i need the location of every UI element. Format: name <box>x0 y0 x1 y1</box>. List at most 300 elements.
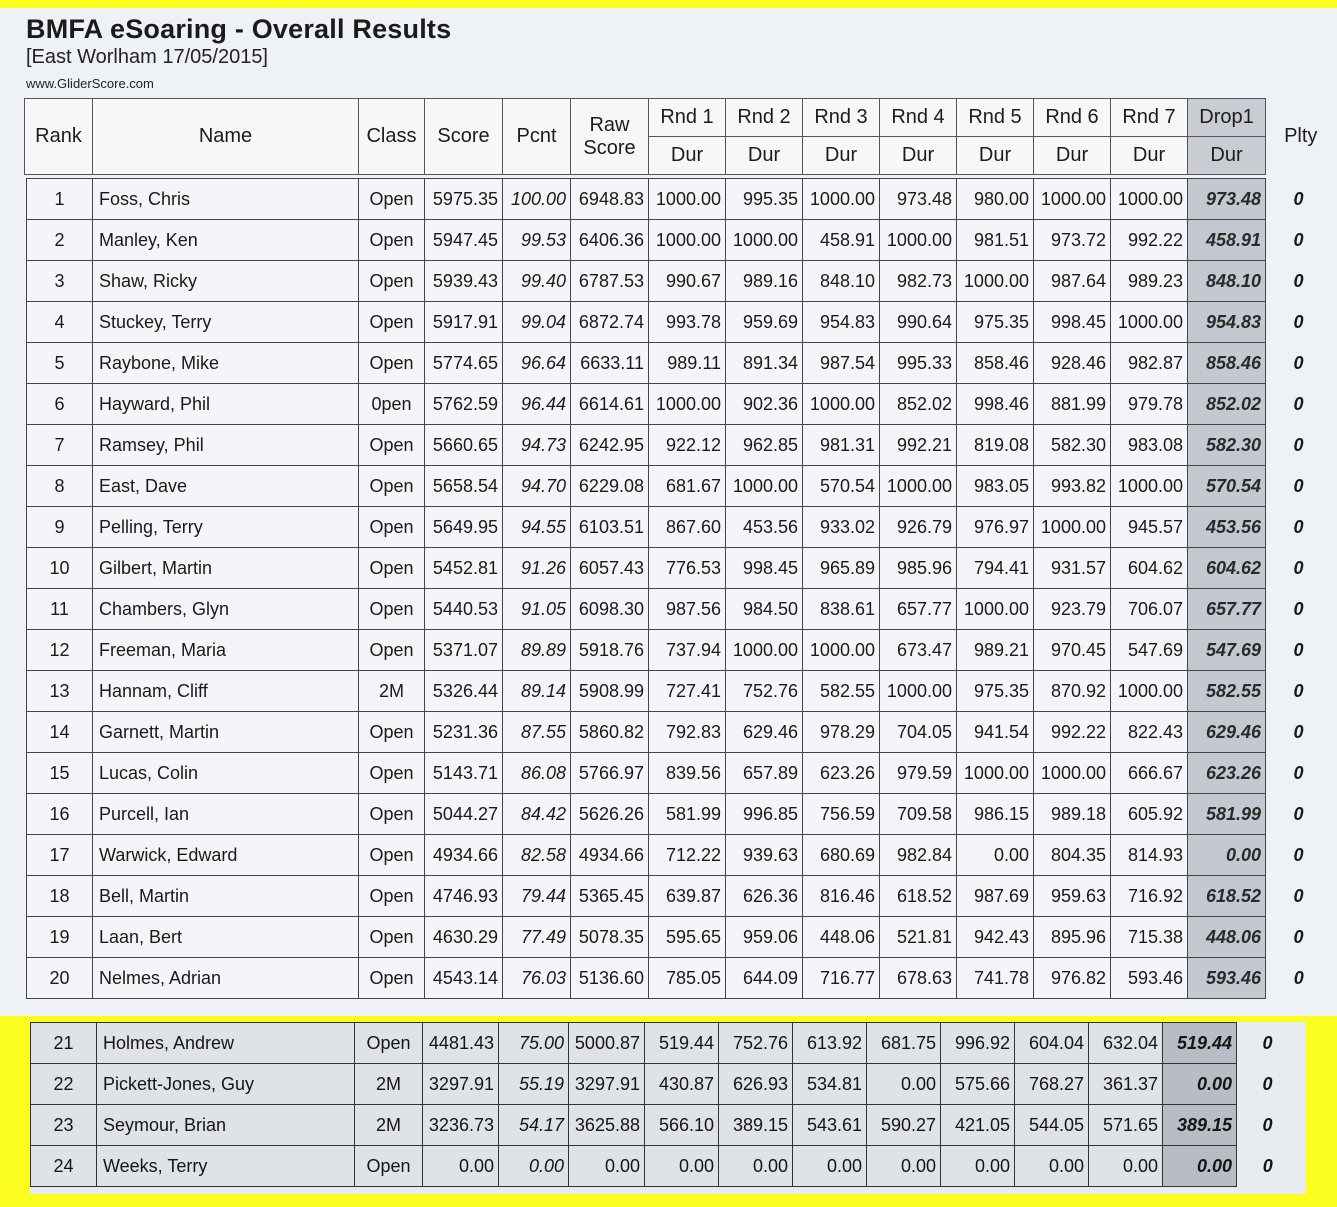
name-cell: Weeks, Terry <box>97 1146 355 1187</box>
round-7-cell: 1000.00 <box>1111 179 1188 220</box>
plty-cell: 0 <box>1262 1032 1273 1053</box>
class-cell: Open <box>359 179 425 220</box>
plty-cell: 0 <box>1293 721 1304 742</box>
results-table <box>26 178 1336 999</box>
round-4-cell: 852.02 <box>880 384 957 425</box>
round-7-cell: 0.00 <box>1089 1146 1163 1187</box>
pcnt-cell: 100.00 <box>503 179 571 220</box>
rank-cell: 13 <box>27 671 93 712</box>
rank-cell: 1 <box>27 179 93 220</box>
drop1-cell: 657.77 <box>1188 589 1266 630</box>
pcnt-cell: 99.04 <box>503 302 571 343</box>
round-4-cell: 985.96 <box>880 548 957 589</box>
pcnt-cell: 89.89 <box>503 630 571 671</box>
raw-score-cell: 6242.95 <box>571 425 649 466</box>
plty-cell: 0 <box>1293 803 1304 824</box>
round-1-cell: 581.99 <box>649 794 726 835</box>
round-2-cell: 998.45 <box>726 548 803 589</box>
header-dur: Dur <box>726 137 803 175</box>
round-7-cell: 715.38 <box>1111 917 1188 958</box>
table-row <box>31 1105 1303 1146</box>
pcnt-cell: 86.08 <box>503 753 571 794</box>
rank-cell: 14 <box>27 712 93 753</box>
round-6-cell: 544.05 <box>1015 1105 1089 1146</box>
rank-cell: 3 <box>27 261 93 302</box>
round-7-cell: 632.04 <box>1089 1023 1163 1064</box>
table-row <box>31 1023 1303 1064</box>
round-5-cell: 989.21 <box>957 630 1034 671</box>
round-3-cell: 570.54 <box>803 466 880 507</box>
class-cell: Open <box>359 261 425 302</box>
round-4-cell: 0.00 <box>867 1064 941 1105</box>
name-cell: Chambers, Glyn <box>93 589 359 630</box>
round-6-cell: 1000.00 <box>1034 507 1111 548</box>
table-row <box>27 589 1336 630</box>
score-cell: 4934.66 <box>425 835 503 876</box>
round-6-cell: 804.35 <box>1034 835 1111 876</box>
header-dur: Dur <box>803 137 880 175</box>
pcnt-cell: 75.00 <box>499 1023 569 1064</box>
round-5-cell: 986.15 <box>957 794 1034 835</box>
name-cell: Freeman, Maria <box>93 630 359 671</box>
round-3-cell: 680.69 <box>803 835 880 876</box>
round-5-cell: 0.00 <box>941 1146 1015 1187</box>
pcnt-cell: 76.03 <box>503 958 571 999</box>
page-title: BMFA eSoaring - Overall Results <box>26 14 452 44</box>
round-2-cell: 0.00 <box>719 1146 793 1187</box>
name-cell: Stuckey, Terry <box>93 302 359 343</box>
rank-cell: 16 <box>27 794 93 835</box>
plty-cell: 0 <box>1293 844 1304 865</box>
table-row <box>27 179 1336 220</box>
drop1-cell: 547.69 <box>1188 630 1266 671</box>
results-header <box>24 98 1336 175</box>
round-4-cell: 982.73 <box>880 261 957 302</box>
round-2-cell: 1000.00 <box>726 466 803 507</box>
round-7-cell: 983.08 <box>1111 425 1188 466</box>
round-1-cell: 712.22 <box>649 835 726 876</box>
class-cell: Open <box>359 630 425 671</box>
round-6-cell: 604.04 <box>1015 1023 1089 1064</box>
round-5-cell: 819.08 <box>957 425 1034 466</box>
name-cell: Seymour, Brian <box>97 1105 355 1146</box>
class-cell: Open <box>359 343 425 384</box>
round-5-cell: 0.00 <box>957 835 1034 876</box>
drop1-cell: 389.15 <box>1163 1105 1237 1146</box>
round-6-cell: 881.99 <box>1034 384 1111 425</box>
class-cell: Open <box>355 1146 423 1187</box>
raw-score-cell: 5078.35 <box>571 917 649 958</box>
score-cell: 5326.44 <box>425 671 503 712</box>
name-cell: Warwick, Edward <box>93 835 359 876</box>
table-row <box>27 302 1336 343</box>
header-round-2: Rnd 2 <box>726 99 803 137</box>
pcnt-cell: 91.26 <box>503 548 571 589</box>
header-raw-score <box>571 99 649 175</box>
class-cell: Open <box>359 958 425 999</box>
header-dur: Dur <box>1034 137 1111 175</box>
round-7-cell: 605.92 <box>1111 794 1188 835</box>
round-4-cell: 1000.00 <box>880 220 957 261</box>
round-7-cell: 706.07 <box>1111 589 1188 630</box>
raw-score-cell: 6057.43 <box>571 548 649 589</box>
round-3-cell: 965.89 <box>803 548 880 589</box>
round-3-cell: 756.59 <box>803 794 880 835</box>
score-cell: 0.00 <box>423 1146 499 1187</box>
table-row <box>31 1146 1303 1187</box>
table-row <box>31 1064 1303 1105</box>
round-5-cell: 421.05 <box>941 1105 1015 1146</box>
drop1-cell: 448.06 <box>1188 917 1266 958</box>
round-4-cell: 982.84 <box>880 835 957 876</box>
pcnt-cell: 96.64 <box>503 343 571 384</box>
round-4-cell: 1000.00 <box>880 466 957 507</box>
rank-cell: 23 <box>31 1105 97 1146</box>
rank-cell: 2 <box>27 220 93 261</box>
name-cell: Pickett-Jones, Guy <box>97 1064 355 1105</box>
round-2-cell: 996.85 <box>726 794 803 835</box>
round-2-cell: 389.15 <box>719 1105 793 1146</box>
round-3-cell: 1000.00 <box>803 384 880 425</box>
pcnt-cell: 77.49 <box>503 917 571 958</box>
round-1-cell: 993.78 <box>649 302 726 343</box>
round-6-cell: 993.82 <box>1034 466 1111 507</box>
pcnt-cell: 89.14 <box>503 671 571 712</box>
round-7-cell: 571.65 <box>1089 1105 1163 1146</box>
class-cell: Open <box>359 548 425 589</box>
pcnt-cell: 96.44 <box>503 384 571 425</box>
plty-cell: 0 <box>1293 393 1304 414</box>
drop1-cell: 0.00 <box>1188 835 1266 876</box>
round-3-cell: 0.00 <box>793 1146 867 1187</box>
plty-cell: 0 <box>1262 1073 1273 1094</box>
pcnt-cell: 94.55 <box>503 507 571 548</box>
rank-cell: 5 <box>27 343 93 384</box>
round-4-cell: 926.79 <box>880 507 957 548</box>
round-4-cell: 521.81 <box>880 917 957 958</box>
class-cell: 2M <box>355 1105 423 1146</box>
raw-score-cell: 6229.08 <box>571 466 649 507</box>
rank-cell: 19 <box>27 917 93 958</box>
table-row <box>27 425 1336 466</box>
table-row <box>27 220 1336 261</box>
round-1-cell: 1000.00 <box>649 179 726 220</box>
drop1-cell: 458.91 <box>1188 220 1266 261</box>
pcnt-cell: 94.70 <box>503 466 571 507</box>
round-2-cell: 657.89 <box>726 753 803 794</box>
raw-score-cell: 6098.30 <box>571 589 649 630</box>
round-2-cell: 752.76 <box>719 1023 793 1064</box>
round-6-cell: 973.72 <box>1034 220 1111 261</box>
plty-cell: 0 <box>1293 434 1304 455</box>
table-row <box>27 630 1336 671</box>
header-round-7: Rnd 7 <box>1111 99 1188 137</box>
round-7-cell: 1000.00 <box>1111 671 1188 712</box>
drop1-cell: 852.02 <box>1188 384 1266 425</box>
round-7-cell: 1000.00 <box>1111 302 1188 343</box>
table-row <box>27 794 1336 835</box>
round-6-cell: 959.63 <box>1034 876 1111 917</box>
round-5-cell: 976.97 <box>957 507 1034 548</box>
raw-score-cell: 4934.66 <box>571 835 649 876</box>
round-3-cell: 1000.00 <box>803 179 880 220</box>
score-cell: 5917.91 <box>425 302 503 343</box>
header-dur: Dur <box>1111 137 1188 175</box>
raw-score-cell: 0.00 <box>569 1146 645 1187</box>
round-4-cell: 673.47 <box>880 630 957 671</box>
plty-cell: 0 <box>1293 762 1304 783</box>
round-4-cell: 973.48 <box>880 179 957 220</box>
header-dur: Dur <box>1188 137 1266 175</box>
rank-cell: 22 <box>31 1064 97 1105</box>
header-dur: Dur <box>649 137 726 175</box>
score-cell: 5143.71 <box>425 753 503 794</box>
score-cell: 5660.65 <box>425 425 503 466</box>
round-1-cell: 989.11 <box>649 343 726 384</box>
round-2-cell: 959.69 <box>726 302 803 343</box>
round-2-cell: 626.36 <box>726 876 803 917</box>
round-4-cell: 990.64 <box>880 302 957 343</box>
round-7-cell: 1000.00 <box>1111 466 1188 507</box>
name-cell: Manley, Ken <box>93 220 359 261</box>
plty-cell: 0 <box>1262 1114 1273 1135</box>
name-cell: Foss, Chris <box>93 179 359 220</box>
score-cell: 3297.91 <box>423 1064 499 1105</box>
rank-cell: 11 <box>27 589 93 630</box>
table-row <box>27 958 1336 999</box>
header-drop1: Drop1 <box>1188 99 1266 137</box>
class-cell: Open <box>359 876 425 917</box>
header-raw-line2: Score <box>583 136 636 159</box>
round-1-cell: 727.41 <box>649 671 726 712</box>
table-row <box>27 384 1336 425</box>
table-row <box>27 917 1336 958</box>
round-5-cell: 858.46 <box>957 343 1034 384</box>
class-cell: Open <box>359 712 425 753</box>
round-1-cell: 519.44 <box>645 1023 719 1064</box>
class-cell: Open <box>359 794 425 835</box>
class-cell: 0pen <box>359 384 425 425</box>
round-1-cell: 566.10 <box>645 1105 719 1146</box>
round-5-cell: 996.92 <box>941 1023 1015 1064</box>
score-cell: 5939.43 <box>425 261 503 302</box>
round-4-cell: 992.21 <box>880 425 957 466</box>
rank-cell: 24 <box>31 1146 97 1187</box>
round-7-cell: 814.93 <box>1111 835 1188 876</box>
round-3-cell: 716.77 <box>803 958 880 999</box>
header-pcnt: Pcnt <box>503 99 571 175</box>
results-table-continued <box>30 1022 1303 1187</box>
score-cell: 5452.81 <box>425 548 503 589</box>
round-2-cell: 939.63 <box>726 835 803 876</box>
rank-cell: 17 <box>27 835 93 876</box>
results-sheet-continued <box>30 1022 1306 1194</box>
round-2-cell: 989.16 <box>726 261 803 302</box>
round-6-cell: 582.30 <box>1034 425 1111 466</box>
table-row <box>27 343 1336 384</box>
round-5-cell: 987.69 <box>957 876 1034 917</box>
plty-cell: 0 <box>1293 475 1304 496</box>
plty-cell: 0 <box>1293 270 1304 291</box>
pcnt-cell: 0.00 <box>499 1146 569 1187</box>
name-cell: Lucas, Colin <box>93 753 359 794</box>
round-6-cell: 1000.00 <box>1034 179 1111 220</box>
round-4-cell: 678.63 <box>880 958 957 999</box>
drop1-cell: 604.62 <box>1188 548 1266 589</box>
drop1-cell: 629.46 <box>1188 712 1266 753</box>
pcnt-cell: 79.44 <box>503 876 571 917</box>
round-5-cell: 941.54 <box>957 712 1034 753</box>
round-4-cell: 709.58 <box>880 794 957 835</box>
round-7-cell: 547.69 <box>1111 630 1188 671</box>
score-cell: 4543.14 <box>425 958 503 999</box>
header-round-4: Rnd 4 <box>880 99 957 137</box>
raw-score-cell: 5626.26 <box>571 794 649 835</box>
round-2-cell: 626.93 <box>719 1064 793 1105</box>
raw-score-cell: 5908.99 <box>571 671 649 712</box>
score-cell: 5371.07 <box>425 630 503 671</box>
round-7-cell: 982.87 <box>1111 343 1188 384</box>
round-6-cell: 970.45 <box>1034 630 1111 671</box>
header-plty: Plty <box>1284 125 1318 147</box>
class-cell: Open <box>359 589 425 630</box>
plty-cell: 0 <box>1293 516 1304 537</box>
rank-cell: 12 <box>27 630 93 671</box>
round-7-cell: 945.57 <box>1111 507 1188 548</box>
table-row <box>27 466 1336 507</box>
round-5-cell: 741.78 <box>957 958 1034 999</box>
round-2-cell: 962.85 <box>726 425 803 466</box>
round-3-cell: 981.31 <box>803 425 880 466</box>
header-score: Score <box>425 99 503 175</box>
round-2-cell: 891.34 <box>726 343 803 384</box>
round-2-cell: 959.06 <box>726 917 803 958</box>
rank-cell: 6 <box>27 384 93 425</box>
raw-score-cell: 6406.36 <box>571 220 649 261</box>
round-3-cell: 613.92 <box>793 1023 867 1064</box>
drop1-cell: 618.52 <box>1188 876 1266 917</box>
header-round-5: Rnd 5 <box>957 99 1034 137</box>
name-cell: Shaw, Ricky <box>93 261 359 302</box>
header-class: Class <box>359 99 425 175</box>
header-dur: Dur <box>880 137 957 175</box>
round-6-cell: 923.79 <box>1034 589 1111 630</box>
name-cell: East, Dave <box>93 466 359 507</box>
drop1-cell: 582.30 <box>1188 425 1266 466</box>
class-cell: 2M <box>355 1064 423 1105</box>
round-7-cell: 716.92 <box>1111 876 1188 917</box>
rank-cell: 10 <box>27 548 93 589</box>
round-6-cell: 928.46 <box>1034 343 1111 384</box>
round-1-cell: 776.53 <box>649 548 726 589</box>
drop1-cell: 0.00 <box>1163 1146 1237 1187</box>
header-dur: Dur <box>957 137 1034 175</box>
event-subtitle: [East Worlham 17/05/2015] <box>26 46 268 68</box>
pcnt-cell: 94.73 <box>503 425 571 466</box>
round-7-cell: 604.62 <box>1111 548 1188 589</box>
round-6-cell: 992.22 <box>1034 712 1111 753</box>
raw-score-cell: 5000.87 <box>569 1023 645 1064</box>
score-cell: 5774.65 <box>425 343 503 384</box>
score-cell: 5649.95 <box>425 507 503 548</box>
round-3-cell: 582.55 <box>803 671 880 712</box>
drop1-cell: 581.99 <box>1188 794 1266 835</box>
table-row <box>27 261 1336 302</box>
round-1-cell: 737.94 <box>649 630 726 671</box>
round-4-cell: 979.59 <box>880 753 957 794</box>
drop1-cell: 519.44 <box>1163 1023 1237 1064</box>
round-7-cell: 992.22 <box>1111 220 1188 261</box>
results-sheet <box>0 8 1337 1016</box>
round-3-cell: 954.83 <box>803 302 880 343</box>
class-cell: 2M <box>359 671 425 712</box>
round-5-cell: 975.35 <box>957 671 1034 712</box>
class-cell: Open <box>359 835 425 876</box>
score-cell: 5231.36 <box>425 712 503 753</box>
rank-cell: 15 <box>27 753 93 794</box>
round-6-cell: 989.18 <box>1034 794 1111 835</box>
round-1-cell: 1000.00 <box>649 384 726 425</box>
drop1-cell: 848.10 <box>1188 261 1266 302</box>
plty-cell: 0 <box>1293 188 1304 209</box>
round-3-cell: 534.81 <box>793 1064 867 1105</box>
raw-score-cell: 6948.83 <box>571 179 649 220</box>
raw-score-cell: 6787.53 <box>571 261 649 302</box>
round-5-cell: 980.00 <box>957 179 1034 220</box>
score-cell: 5762.59 <box>425 384 503 425</box>
pcnt-cell: 55.19 <box>499 1064 569 1105</box>
round-6-cell: 768.27 <box>1015 1064 1089 1105</box>
round-2-cell: 752.76 <box>726 671 803 712</box>
drop1-cell: 954.83 <box>1188 302 1266 343</box>
class-cell: Open <box>359 507 425 548</box>
round-1-cell: 0.00 <box>645 1146 719 1187</box>
class-cell: Open <box>359 917 425 958</box>
round-6-cell: 870.92 <box>1034 671 1111 712</box>
drop1-cell: 0.00 <box>1163 1064 1237 1105</box>
round-2-cell: 984.50 <box>726 589 803 630</box>
raw-score-cell: 5136.60 <box>571 958 649 999</box>
raw-score-cell: 6103.51 <box>571 507 649 548</box>
name-cell: Holmes, Andrew <box>97 1023 355 1064</box>
round-1-cell: 792.83 <box>649 712 726 753</box>
pcnt-cell: 91.05 <box>503 589 571 630</box>
round-3-cell: 623.26 <box>803 753 880 794</box>
round-5-cell: 998.46 <box>957 384 1034 425</box>
round-6-cell: 987.64 <box>1034 261 1111 302</box>
round-7-cell: 989.23 <box>1111 261 1188 302</box>
raw-score-cell: 5860.82 <box>571 712 649 753</box>
name-cell: Bell, Martin <box>93 876 359 917</box>
table-row <box>27 507 1336 548</box>
name-cell: Laan, Bert <box>93 917 359 958</box>
pcnt-cell: 87.55 <box>503 712 571 753</box>
name-cell: Raybone, Mike <box>93 343 359 384</box>
score-cell: 4746.93 <box>425 876 503 917</box>
score-cell: 5947.45 <box>425 220 503 261</box>
round-5-cell: 942.43 <box>957 917 1034 958</box>
table-row <box>27 753 1336 794</box>
round-5-cell: 983.05 <box>957 466 1034 507</box>
name-cell: Garnett, Martin <box>93 712 359 753</box>
round-5-cell: 1000.00 <box>957 261 1034 302</box>
round-5-cell: 981.51 <box>957 220 1034 261</box>
round-3-cell: 933.02 <box>803 507 880 548</box>
raw-score-cell: 3297.91 <box>569 1064 645 1105</box>
round-2-cell: 1000.00 <box>726 630 803 671</box>
round-2-cell: 902.36 <box>726 384 803 425</box>
header-round-3: Rnd 3 <box>803 99 880 137</box>
